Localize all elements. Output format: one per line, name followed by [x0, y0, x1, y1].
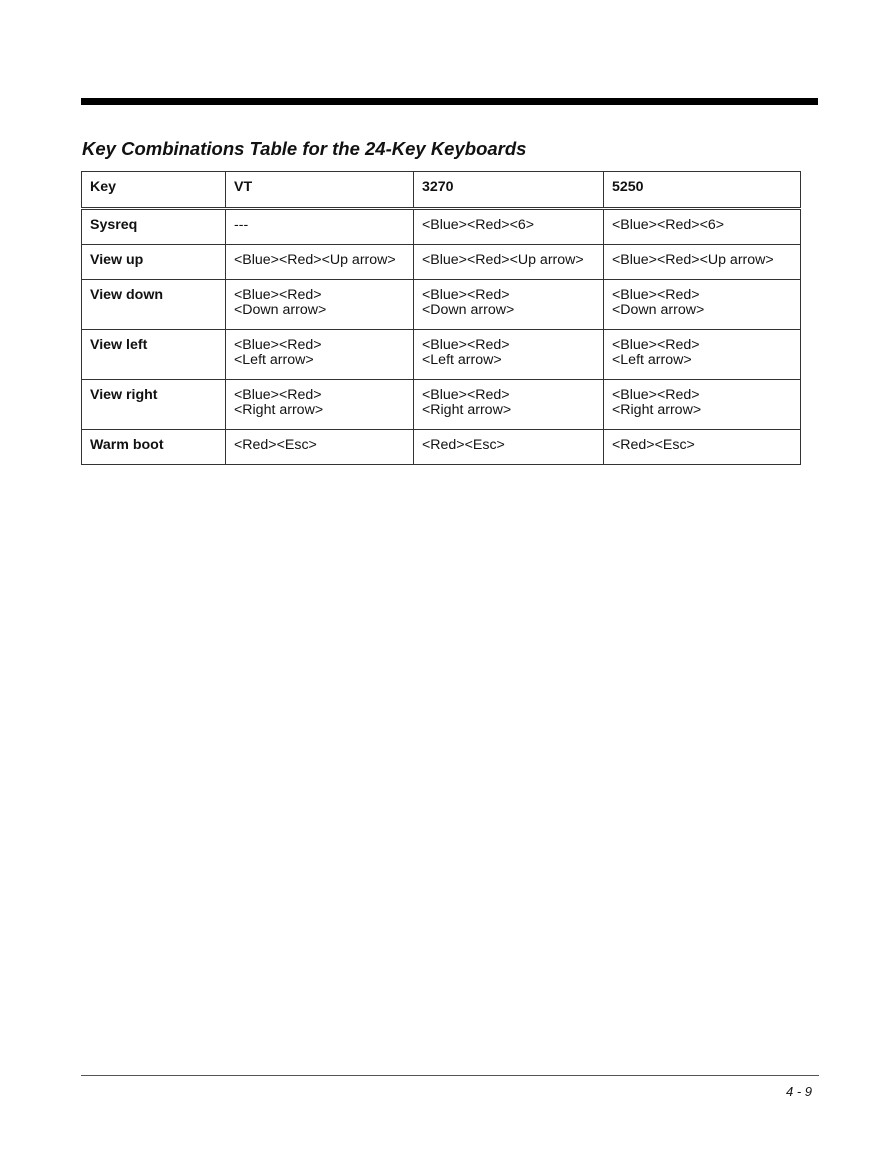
- 3270-cell: <Blue><Red> <Down arrow>: [414, 280, 604, 330]
- 3270-cell: <Red><Esc>: [414, 430, 604, 465]
- 5250-cell: <Blue><Red> <Right arrow>: [604, 380, 801, 430]
- page-number: 4 - 9: [785, 1084, 812, 1099]
- row-key-cell: View left: [82, 330, 226, 380]
- 5250-cell: <Blue><Red><Up arrow>: [604, 245, 801, 280]
- vt-cell: <Red><Esc>: [226, 430, 414, 465]
- vt-cell: ---: [226, 209, 414, 245]
- table-row: [82, 280, 801, 330]
- 5250-cell: <Blue><Red><6>: [604, 209, 801, 245]
- column-header-5250: 5250: [604, 172, 801, 209]
- 3270-cell: <Blue><Red><6>: [414, 209, 604, 245]
- 3270-cell: <Blue><Red><Up arrow>: [414, 245, 604, 280]
- header-rule: [81, 98, 818, 105]
- table-row: [82, 209, 801, 245]
- row-key-cell: Sysreq: [82, 209, 226, 245]
- 3270-cell: <Blue><Red> <Left arrow>: [414, 330, 604, 380]
- vt-cell: <Blue><Red><Up arrow>: [226, 245, 414, 280]
- 5250-cell: <Blue><Red> <Left arrow>: [604, 330, 801, 380]
- 3270-cell: <Blue><Red> <Right arrow>: [414, 380, 604, 430]
- table-row: [82, 330, 801, 380]
- column-header-key: Key: [82, 172, 226, 209]
- table-header-row: [82, 172, 801, 209]
- row-key-cell: View right: [82, 380, 226, 430]
- row-key-cell: View down: [82, 280, 226, 330]
- key-combinations-table: [81, 171, 801, 465]
- table-row: [82, 380, 801, 430]
- vt-cell: <Blue><Red> <Right arrow>: [226, 380, 414, 430]
- column-header-3270: 3270: [414, 172, 604, 209]
- table-row: [82, 430, 801, 465]
- 5250-cell: <Blue><Red> <Down arrow>: [604, 280, 801, 330]
- column-header-vt: VT: [226, 172, 414, 209]
- vt-cell: <Blue><Red> <Left arrow>: [226, 330, 414, 380]
- section-title: Key Combinations Table for the 24-Key Keyboards: [82, 138, 527, 159]
- vt-cell: <Blue><Red> <Down arrow>: [226, 280, 414, 330]
- row-key-cell: Warm boot: [82, 430, 226, 465]
- footer-rule: [81, 1075, 819, 1076]
- 5250-cell: <Red><Esc>: [604, 430, 801, 465]
- table-row: [82, 245, 801, 280]
- row-key-cell: View up: [82, 245, 226, 280]
